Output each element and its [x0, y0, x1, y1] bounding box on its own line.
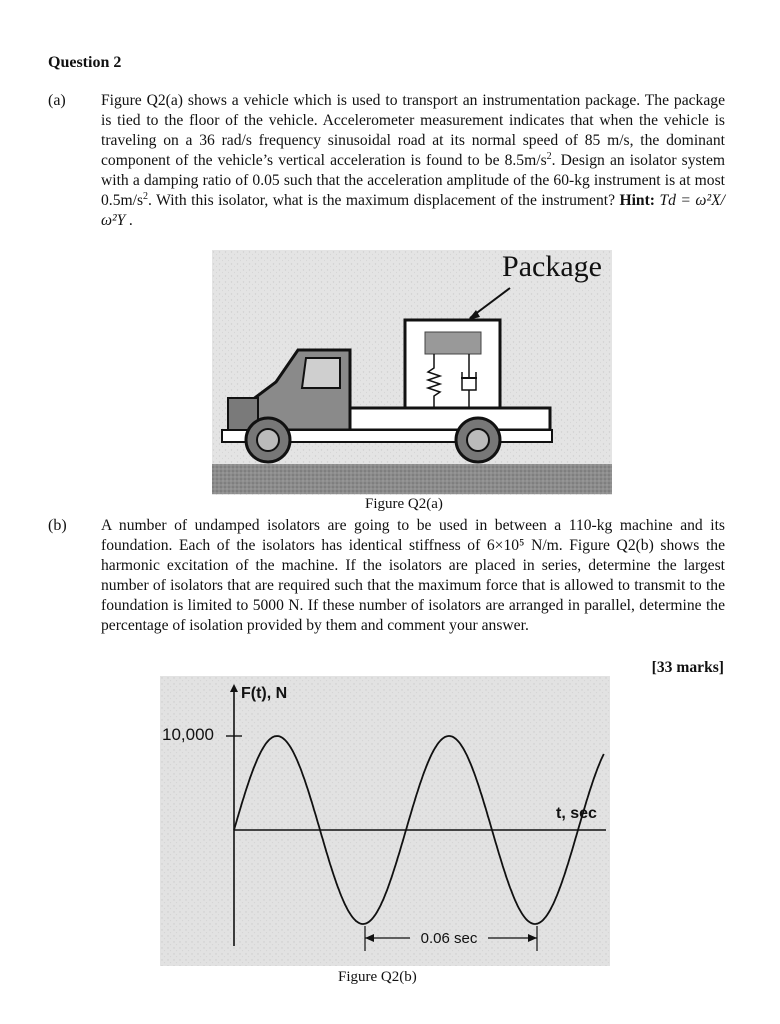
- question-title: Question 2: [48, 54, 122, 71]
- y-axis-label: F(t), N: [241, 685, 288, 702]
- figure-q2b: [160, 676, 610, 966]
- accel-value: 8.5m/s: [504, 152, 547, 169]
- part-b-label: (b): [48, 517, 67, 534]
- marks-total: [33 marks]: [651, 659, 724, 676]
- accel-limit: 0.5m/s: [101, 192, 144, 209]
- package-label: Package: [502, 250, 602, 283]
- period-label: 0.06 sec: [420, 930, 478, 947]
- hint-label: Hint:: [619, 192, 655, 209]
- figure-q2a-caption: Figure Q2(a): [365, 496, 443, 512]
- y-tick-label: 10,000: [162, 725, 214, 744]
- x-axis-label: t, sec: [556, 805, 597, 822]
- part-a-label: (a): [48, 92, 66, 109]
- figure-q2a: [212, 250, 612, 495]
- part-a-text: Figure Q2(a) shows a vehicle which is used to transport an instrumentation package. The package is tied to the floor of the vehicle. Accelerometer measurement indicates that when the vehicle is traveling on a 36 rad/s frequency sinusoidal road at its normal speed of 85 m/s, the dominant component of the vehicle’s vertical acceleration is found to be $8.5m/s^2$. Design an isolator system with a damping ratio of 0.05 such that the acceleration amplitude of the 60-kg instrument is at most $0.5m/s^2$. With this isolator, what is the maximum displacement of the instrument? Hint: Td = ω²X/ω²Y .: [101, 92, 725, 229]
- figure-q2b-caption: Figure Q2(b): [338, 969, 417, 985]
- part-b-text: A number of undamped isolators are going to be used in between a 110-kg machine and its foundation. Each of the isolators has identical stiffness of 6×10⁵ N/m. Figure Q2(b) shows the harmonic excitation of the machine. If the isolators are placed in series, determine the largest number of isolators that are required such that the maximum force that is allowed to transmit to the foundation is limited to 5000 N. If these number of isolators are arranged in parallel, determine the percentage of isolation provided by them and comment your answer.: [101, 517, 725, 634]
- hint-formula: Td = ω²X/ω²Y .: [101, 192, 725, 229]
